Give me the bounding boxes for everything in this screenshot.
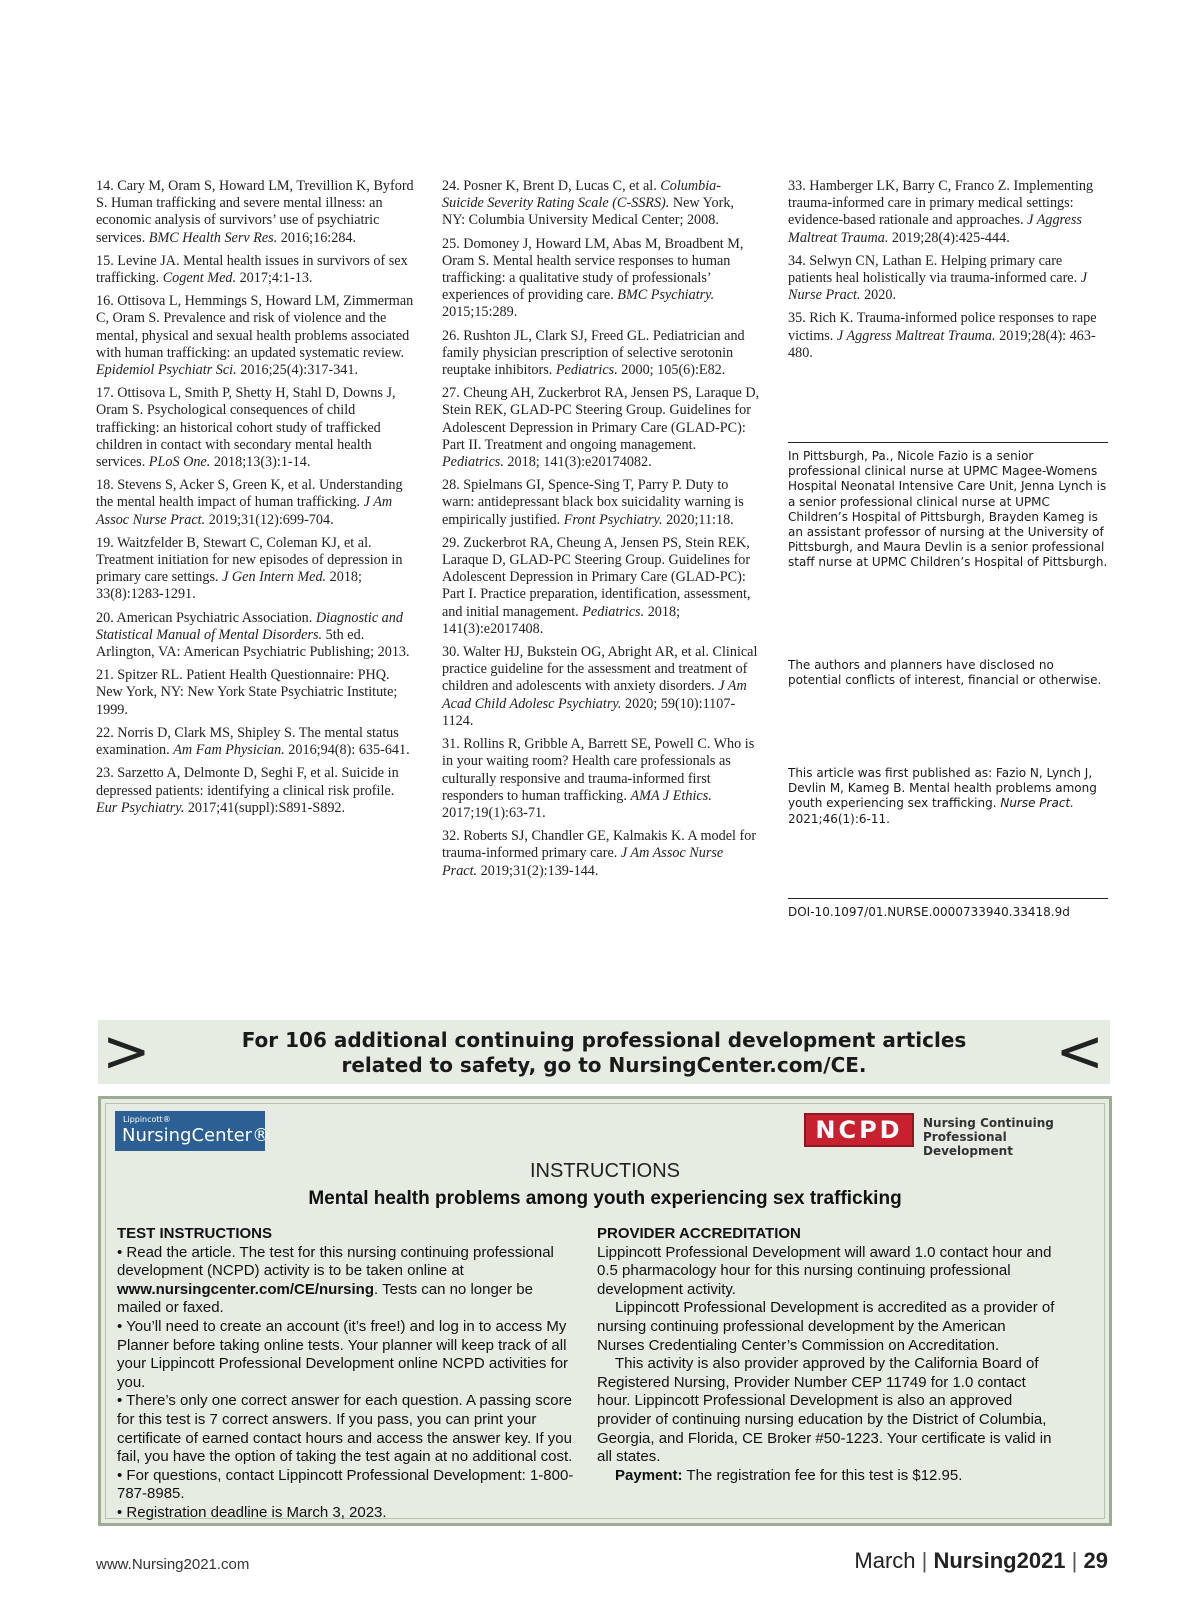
reference-text: 14. Cary M, Oram S, Howard LM, Trevillion K, Byford S. Human trafficking and severe mental illness: an economic analysis of survivors’ use of psychiatric services. (96, 178, 414, 246)
reference-details: 2019;28(4): 463-480. (788, 327, 1096, 361)
page-number: 29 (1083, 1548, 1108, 1573)
ncpd-logo (804, 1111, 1089, 1158)
reference-entry (788, 310, 1108, 362)
reference-entry (96, 535, 414, 604)
reference-entry (96, 725, 414, 759)
disclosure-text: The authors and planners have disclosed no potential conflicts of interest, financial or otherwise. (788, 658, 1102, 688)
reference-journal: Eur Psychiatry. (96, 799, 185, 816)
reference-journal: PLoS One. (148, 454, 211, 471)
reference-details: 2016;94(8): 635-641. (284, 742, 410, 759)
chevron-right-icon: > (102, 1017, 151, 1085)
test-bullet-5: • Registration deadline is March 3, 2023. (117, 1503, 387, 1521)
provider-accreditation (597, 1225, 1055, 1485)
doi-line (788, 898, 1108, 920)
reference-text: 19. Waitzfelder B, Stewart C, Coleman KJ, et al. Treatment initiation for new episodes of depression in primary care settings. (96, 534, 403, 586)
test-instructions-heading: TEST INSTRUCTIONS (117, 1225, 273, 1242)
reference-details: 2020; 59(10):1107-1124. (442, 695, 736, 729)
instructions-subtitle: Mental health problems among youth experiencing sex trafficking (308, 1188, 902, 1209)
reference-journal: Am Fam Physician. (173, 742, 285, 759)
banner-text (188, 1028, 1020, 1078)
reference-journal: BMC Health Serv Res. (148, 229, 278, 246)
reference-details: 2018; 141(3):e2017408. (442, 603, 681, 637)
reference-details: 2016;25(4):317-341. (236, 362, 359, 379)
payment-text: The registration fee for this test is $12.95. (682, 1466, 963, 1484)
reference-entry (96, 765, 414, 817)
first-published-journal: Nurse Pract. (1000, 796, 1074, 811)
reference-entry (96, 178, 414, 247)
footer-separator-2: | (1071, 1548, 1078, 1573)
reference-details: 2018;13(3):1-14. (210, 454, 311, 471)
first-published-text: This article was first published as: Fazio N, Lynch J, Devlin M, Kameg B. Mental health problems among youth experiencing sex trafficking. (788, 766, 1097, 811)
reference-text: 25. Domoney J, Howard LM, Abas M, Broadbent M, Oram S. Mental health service responses to human trafficking: a qualitative study of professionals’ experiences of providing care. (442, 235, 744, 304)
footer-website: www.Nursing2021.com (96, 1556, 250, 1573)
chevron-left-icon: < (1055, 1017, 1104, 1085)
reference-text: 17. Ottisova L, Smith P, Shetty H, Stahl D, Downs J, Oram S. Psychological consequences of child trafficking: an historical cohort study of trafficked children in contact with secondary mental health services. (96, 385, 396, 471)
first-published-rest: 2021;46(1):6-11. (788, 811, 890, 826)
reference-entry (96, 610, 414, 662)
reference-entry (442, 736, 760, 822)
payment-paragraph (597, 1467, 1055, 1486)
logo-lippincott-text: Lippincott® (123, 1115, 171, 1124)
reference-journal: J Aggress Maltreat Trauma. (788, 212, 1082, 246)
reference-entry (442, 477, 760, 529)
reference-details: 2017;4:1-13. (236, 270, 313, 287)
reference-text: 24. Posner K, Brent D, Lucas C, et al. (442, 178, 661, 194)
provider-paragraph-1: Lippincott Professional Development will award 1.0 contact hour and 0.5 pharmacology hour for this nursing continuing professional development activity. (597, 1243, 1052, 1298)
reference-details: 2019;31(2):139-144. (477, 862, 599, 879)
instructions-title: INSTRUCTIONS (530, 1160, 680, 1182)
reference-details: 5th ed. Arlington, VA: American Psychiatric Publishing; 2013. (96, 626, 410, 661)
provider-accreditation-heading: PROVIDER ACCREDITATION (597, 1225, 801, 1242)
reference-entry (442, 535, 760, 638)
test-bullet-2: • You’ll need to create an account (it’s free!) and log in to access My Planner before taking online tests. Your planner will keep track of all your Lippincott Professional Development online NCPD activities for you. (117, 1317, 569, 1391)
test-bullet-4: • For questions, contact Lippincott Professional Development: 1-800-787-8985. (117, 1466, 574, 1503)
reference-text: 20. American Psychiatric Association. (96, 609, 316, 626)
author-bio (788, 442, 1108, 571)
ncpd-caption (923, 1116, 1093, 1158)
reference-journal: J Am Assoc Nurse Pract. (96, 494, 393, 528)
test-bullet-1-pre: • Read the article. The test for this nursing continuing professional development (NCPD) activity is to be taken online at (117, 1243, 554, 1280)
reference-entry (788, 253, 1108, 305)
test-bullet-3: • There’s only one correct answer for each question. A passing score for this test is 7 correct answers. If you pass, you can print your certificate of earned contact hours and access the answer key. If you fail, you have the option of taking the test again at no additional cost. (117, 1392, 573, 1466)
reference-details: 2017;19(1):63-71. (442, 804, 546, 821)
reference-details: 2000; 105(6):E82. (617, 362, 726, 379)
first-published-note (788, 766, 1108, 827)
banner-line-1: For 106 additional continuing professional development articles (241, 1028, 967, 1052)
reference-text: 28. Spielmans GI, Spence-Sing T, Parry P. Duty to warn: antidepressant black box suicidality warning is empirically justified. (442, 477, 744, 528)
footer-folio (854, 1548, 1108, 1574)
provider-paragraph-2: Lippincott Professional Development is accredited as a provider of nursing continuing professional development by the American Nurses Credentialing Center’s Commission on Accreditation. (597, 1299, 1055, 1354)
reference-text: 15. Levine JA. Mental health issues in survivors of sex trafficking. (96, 252, 408, 287)
references-column-2 (442, 178, 760, 886)
reference-text: 27. Cheung AH, Zuckerbrot RA, Jensen PS, Laraque D, Stein REK, GLAD-PC Steering Group. Guidelines for Adolescent Depression in Primary Care (GLAD-PC): Part II. Treatment and ongoing management. (442, 385, 760, 453)
references-column-1 (96, 178, 414, 823)
disclosure-note (788, 658, 1108, 688)
test-instructions (117, 1225, 575, 1523)
test-url-link[interactable]: www.nursingcenter.com/CE/nursing (117, 1280, 374, 1298)
reference-journal: Columbia-Suicide Severity Rating Scale (C-SSRS). (442, 178, 721, 212)
reference-journal: Pediatrics. (582, 603, 645, 620)
reference-entry (442, 644, 760, 730)
reference-details: 2017;41(suppl):S891-S892. (184, 799, 346, 816)
reference-text: 33. Hamberger LK, Barry C, Franco Z. Implementing trauma-informed care in primary medical settings: evidence-based rationale and approaches. (788, 178, 1094, 229)
reference-journal: Cogent Med. (162, 270, 237, 287)
instructions-panel (98, 1096, 1112, 1526)
reference-entry (96, 477, 414, 529)
reference-entry (442, 828, 760, 880)
author-bio-text: In Pittsburgh, Pa., Nicole Fazio is a senior professional clinical nurse at UPMC Magee-Womens Hospital Neonatal Intensive Care Unit, Jenna Lynch is a senior professional clinical nurse at UPMC Children’s Hospital of Pittsburgh, Brayden Kameg is an assistant professor of nursing at the University of Pittsburgh, and Maura Devlin is a senior professional staff nurse at UPMC Children’s Hospital of Pittsburgh. (788, 449, 1108, 570)
reference-entry (442, 178, 760, 230)
reference-text: 29. Zuckerbrot RA, Cheung A, Jensen PS, Stein REK, Laraque D, GLAD-PC Steering Group. Guidelines for Adolescent Depression in Primary Care (GLAD-PC): Part I. Practice preparation, identification, assessment, and initial management. (442, 534, 751, 620)
payment-label: Payment: (615, 1466, 683, 1484)
reference-text: 32. Roberts SJ, Chandler GE, Kalmakis K. A model for trauma-informed primary care. (442, 828, 757, 862)
reference-entry (96, 293, 414, 379)
reference-text: 30. Walter HJ, Bukstein OG, Abright AR, et al. Clinical practice guideline for the assessment and treatment of children and adolescents with anxiety disorders. (442, 644, 758, 695)
doi-text: DOI-10.1097/01.NURSE.0000733940.33418.9d (788, 905, 1070, 919)
reference-details: 2018; 33(8):1283-1291. (96, 569, 362, 603)
reference-text: 35. Rich K. Trauma-informed police responses to rape victims. (788, 310, 1097, 344)
reference-journal: J Gen Intern Med. (222, 569, 327, 586)
reference-details: 2018; 141(3):e20174082. (503, 454, 652, 471)
reference-text: 26. Rushton JL, Clark SJ, Freed GL. Pediatrician and family physician prescription of selective serotonin reuptake inhibitors. (442, 327, 745, 379)
reference-details: 2019;28(4):425-444. (888, 229, 1010, 246)
reference-text: 34. Selwyn CN, Lathan E. Helping primary care patients heal holistically via trauma-informed care. (788, 252, 1081, 287)
reference-journal: Pediatrics. (442, 454, 504, 471)
reference-text: 22. Norris D, Clark MS, Shipley S. The mental status examination. (96, 724, 399, 759)
reference-journal: Pediatrics. (555, 362, 618, 379)
test-bullet-1 (117, 1244, 575, 1318)
reference-journal: BMC Psychiatry. (617, 287, 715, 304)
reference-text: 18. Stevens S, Acker S, Green K, et al. Understanding the mental health impact of human trafficking. (96, 477, 403, 511)
reference-journal: J Aggress Maltreat Trauma. (836, 327, 996, 344)
reference-entry (96, 385, 414, 471)
reference-text: 16. Ottisova L, Hemmings S, Howard LM, Zimmerman C, Oram S. Prevalence and risk of violence and the mental, physical and sexual health problems associated with human trafficking: an updated systematic review. (96, 293, 414, 361)
reference-entry (442, 385, 760, 471)
reference-details: 2020;11:18. (662, 511, 734, 528)
reference-entry (96, 253, 414, 287)
ncpd-caption-line-2: Professional Development (923, 1130, 1013, 1158)
nursingcenter-logo (115, 1111, 271, 1151)
reference-text: 21. Spitzer RL. Patient Health Questionnaire: PHQ. New York, NY: New York State Psychiatric Institute; 1999. (96, 667, 398, 718)
reference-details: 2016;16:284. (277, 229, 357, 246)
logo-nursingcenter-text: NursingCenter® (122, 1125, 271, 1146)
reference-journal: J Nurse Pract. (788, 270, 1088, 304)
banner-line-2[interactable]: related to safety, go to NursingCenter.com/CE. (341, 1053, 867, 1077)
reference-journal: Epidemiol Psychiatr Sci. (96, 362, 237, 379)
reference-journal: J Am Acad Child Adolesc Psychiatry. (442, 678, 747, 712)
cpd-articles-banner (98, 1017, 1110, 1085)
reference-entry (442, 236, 760, 322)
reference-text: 23. Sarzetto A, Delmonte D, Seghi F, et al. Suicide in depressed patients: identifying a clinical risk profile. (96, 765, 399, 799)
reference-entry (788, 178, 1108, 247)
ncpd-badge: NCPD (804, 1113, 914, 1147)
references-column-3 (788, 178, 1108, 368)
footer-separator-1: | (921, 1548, 928, 1573)
provider-paragraph-3: This activity is also provider approved by the California Board of Registered Nursing, Provider Number CEP 11749 for 1.0 contact hour. Lippincott Professional Development is also an approved provider of continuing nursing education by the District of Columbia, Georgia, and Florida, CE Broker #50-1223. Your certificate is valid in all states. (597, 1355, 1052, 1466)
test-bullet-1-post: . Tests can no longer be mailed or faxed. (117, 1280, 533, 1317)
reference-details: 2020. (860, 287, 896, 304)
reference-entry (442, 328, 760, 380)
reference-entry (96, 667, 414, 719)
reference-text: 31. Rollins R, Gribble A, Barrett SE, Powell C. Who is in your waiting room? Health care professionals as culturally responsive and trauma-informed first responders to human trafficking. (442, 736, 755, 804)
reference-details: 2015;15:289. (442, 304, 518, 321)
reference-journal: Diagnostic and Statistical Manual of Mental Disorders. (96, 609, 403, 643)
footer-month: March (854, 1548, 916, 1573)
ncpd-caption-line-1: Nursing Continuing (923, 1116, 1054, 1130)
reference-journal: J Am Assoc Nurse Pract. (442, 845, 724, 879)
footer-brand: Nursing2021 (933, 1548, 1066, 1573)
reference-details: New York, NY: Columbia University Medical Center; 2008. (442, 195, 734, 229)
reference-details: 2019;31(12):699-704. (205, 511, 334, 528)
reference-journal: Front Psychiatry. (563, 511, 663, 528)
reference-journal: AMA J Ethics. (630, 787, 712, 804)
